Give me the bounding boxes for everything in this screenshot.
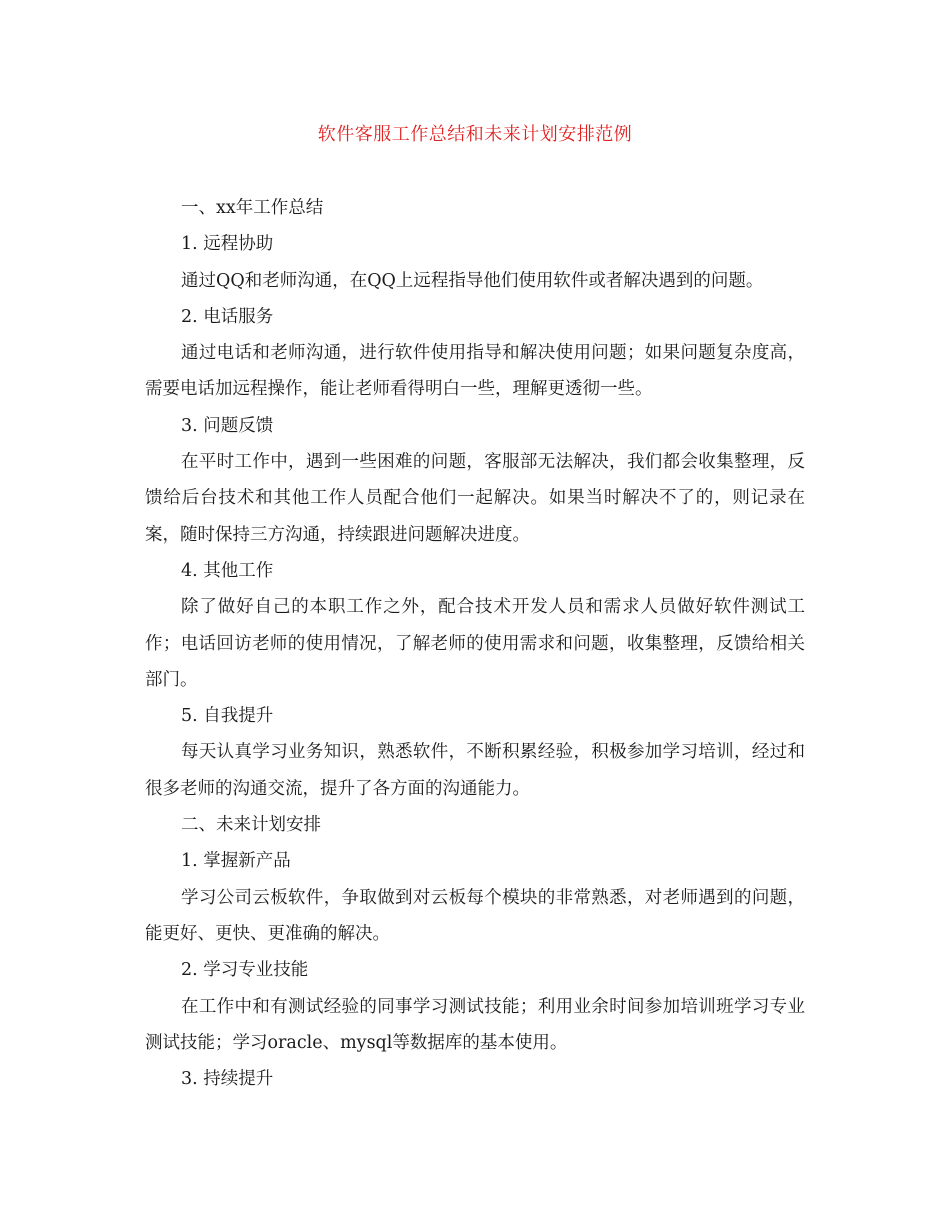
paragraph-remote-assist: 通过QQ和老师沟通，在QQ上远程指导他们使用软件或者解决遇到的问题。 <box>181 270 764 291</box>
paragraph-self-improve: 每天认真学习业务知识，熟悉软件，不断积累经验，积极参加学习培训，经过和很多老师的沟通交流，提升了各方面的沟通能力。 <box>145 742 805 799</box>
paragraph-other-work: 除了做好自己的本职工作之外，配合技术开发人员和需求人员做好软件测试工作；电话回访老师的使用情况，了解老师的使用需求和问题，收集整理，反馈给相关部门。 <box>145 597 805 690</box>
item-heading-self-improve: 5. 自我提升 <box>181 706 274 727</box>
item-heading-new-product: 1. 掌握新产品 <box>181 851 291 872</box>
item-heading-phone-service: 2. 电话服务 <box>181 306 274 327</box>
item-heading-other-work: 4. 其他工作 <box>181 560 274 581</box>
item-heading-skills: 2. 学习专业技能 <box>181 960 309 981</box>
item-heading-feedback: 3. 问题反馈 <box>181 415 274 436</box>
document-body <box>145 190 805 1097</box>
item-heading-remote-assist: 1. 远程协助 <box>181 234 274 255</box>
paragraph-skills: 在工作中和有测试经验的同事学习测试技能；利用业余时间参加培训班学习专业测试技能；学习oracle、mysql等数据库的基本使用。 <box>145 996 805 1053</box>
paragraph-feedback: 在平时工作中，遇到一些困难的问题，客服部无法解决，我们都会收集整理，反馈给后台技术和其他工作人员配合他们一起解决。如果当时解决不了的，则记录在案，随时保持三方沟通，持续跟进问题解决进度。 <box>145 452 805 545</box>
item-heading-continuous-improve: 3. 持续提升 <box>181 1069 274 1090</box>
section-heading-summary: 一、xx年工作总结 <box>181 198 324 218</box>
paragraph-phone-service: 通过电话和老师沟通，进行软件使用指导和解决使用问题；如果问题复杂度高，需要电话加远程操作，能让老师看得明白一些，理解更透彻一些。 <box>145 343 805 400</box>
document-title: 软件客服工作总结和未来计划安排范例 <box>317 124 633 145</box>
section-heading-future-plan: 二、未来计划安排 <box>181 815 321 836</box>
paragraph-new-product: 学习公司云板软件，争取做到对云板每个模块的非常熟悉，对老师遇到的问题，能更好、更快、更准确的解决。 <box>145 887 805 944</box>
